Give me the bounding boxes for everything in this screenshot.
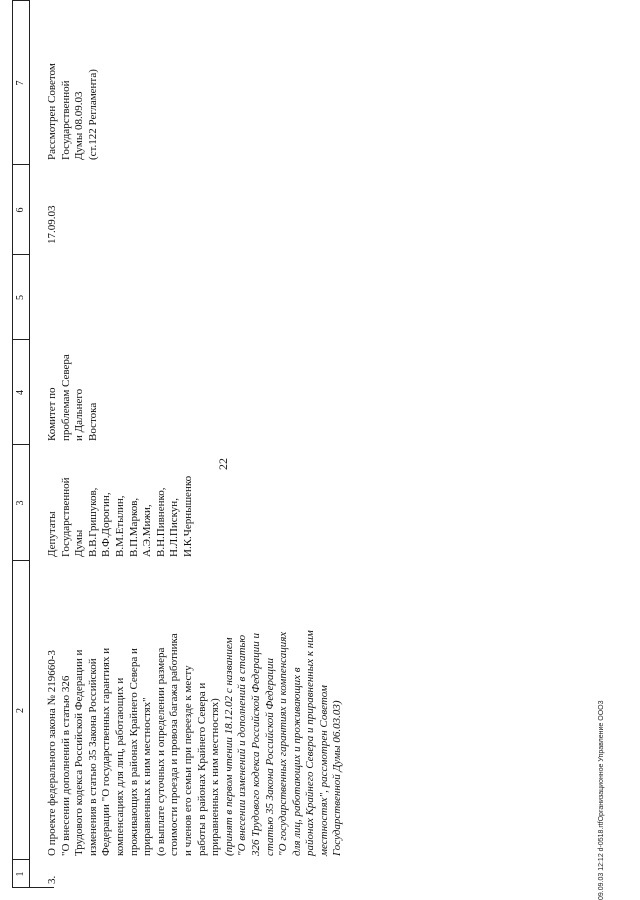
bill-title-line: приравненных к ним местностях" [141, 697, 154, 856]
author-line: В.П.Марков, [127, 497, 140, 557]
author-line: Н.Л.Пискун, [168, 498, 181, 557]
committee [46, 354, 100, 441]
column-header-1: 1 [15, 871, 26, 877]
author-line: Депутаты [46, 511, 58, 557]
column-header-3: 3 [15, 500, 26, 506]
column-header-6: 6 [15, 207, 26, 213]
bill-title-line: Трудового кодекса Российской Федерации и [73, 649, 86, 856]
author-line: В.Н.Пивненко, [154, 487, 167, 557]
bill-title-line: стоимости проезда и провоза багажа работника [168, 633, 181, 856]
bill-note-line: Государственной Думы 06.03.03) [331, 700, 344, 856]
bill-note-line: "О внесении изменений и дополнений в статью [236, 634, 249, 856]
status-line: Государственной [59, 80, 72, 160]
author-line: В.В.Гришуков, [86, 487, 99, 557]
status-line: Думы 08.09.03 [73, 91, 86, 160]
footer-file-info: 09.09.03 12:12 d-0518.rtfОрганизационное Управление ООО3 [598, 700, 605, 900]
bill-title-line: Федерации "О государственных гарантиях и [100, 647, 113, 856]
status-line: Рассмотрен Советом [46, 63, 58, 160]
page-number: 22 [216, 458, 230, 470]
committee-line: и Дальнего [73, 388, 86, 441]
bill-note-line: "О государственных гарантиях и компенсациях [277, 631, 290, 856]
table-header-divider [29, 0, 30, 888]
status-cell [46, 63, 100, 160]
bill-description [46, 630, 345, 856]
bill-title-line: изменения в статью 35 Закона Российской [86, 658, 99, 856]
author-line: Государственной [59, 477, 72, 557]
bill-note-line: для лиц, работающих и проживающих в [290, 667, 303, 856]
bill-title-line: приравненных к ним местностях) [209, 698, 222, 856]
bill-title-line: компенсациях для лиц, работающих и [113, 677, 126, 856]
bill-title-line: (о выплате суточных и определении размера [154, 647, 167, 856]
authors-list [46, 476, 196, 557]
column-header-2: 2 [15, 708, 26, 713]
author-line: Думы [73, 529, 86, 557]
author-line: А.Э.Мижи, [141, 504, 154, 557]
committee-line: Востока [86, 402, 99, 441]
column-header-5: 5 [15, 295, 26, 300]
bill-title-line: работы в районах Крайнего Севера и [195, 682, 208, 856]
author-line: И.К.Чернышенко [181, 475, 194, 557]
committee-line: Комитет по [46, 387, 58, 441]
author-line: В.Ф.Дорогин, [100, 492, 113, 557]
bill-title-line: "О внесении дополнений в статью 326 [59, 675, 72, 856]
bill-note-line: районах Крайнего Севера и приравненных к ним [304, 630, 317, 856]
bill-note-line: местностях", рассмотрен Советом [317, 685, 330, 856]
bill-title-line: О проекте федерального закона № 219660-3 [46, 650, 58, 856]
date-cell: 17.09.03 [46, 205, 58, 244]
bill-note-line: статью 35 Закона Российской Федерации [263, 657, 276, 856]
column-header-7: 7 [15, 80, 26, 86]
column-header-4: 4 [15, 390, 26, 395]
bill-title-line: и членов его семьи при переезде к месту [181, 665, 194, 856]
committee-line: проблемам Севера [59, 354, 72, 441]
status-line: (ст.122 Регламента) [86, 69, 99, 160]
bill-title-line: проживающих в районах Крайнего Севера и [127, 648, 140, 856]
author-line: В.М.Етылин, [113, 495, 126, 557]
bill-note-line: 326 Трудового кодекса Российской Федерации и [249, 632, 262, 856]
row-number: 3. [46, 875, 58, 884]
bill-note-line: (принят в первом чтении 18.12.02 с названием [222, 637, 235, 856]
